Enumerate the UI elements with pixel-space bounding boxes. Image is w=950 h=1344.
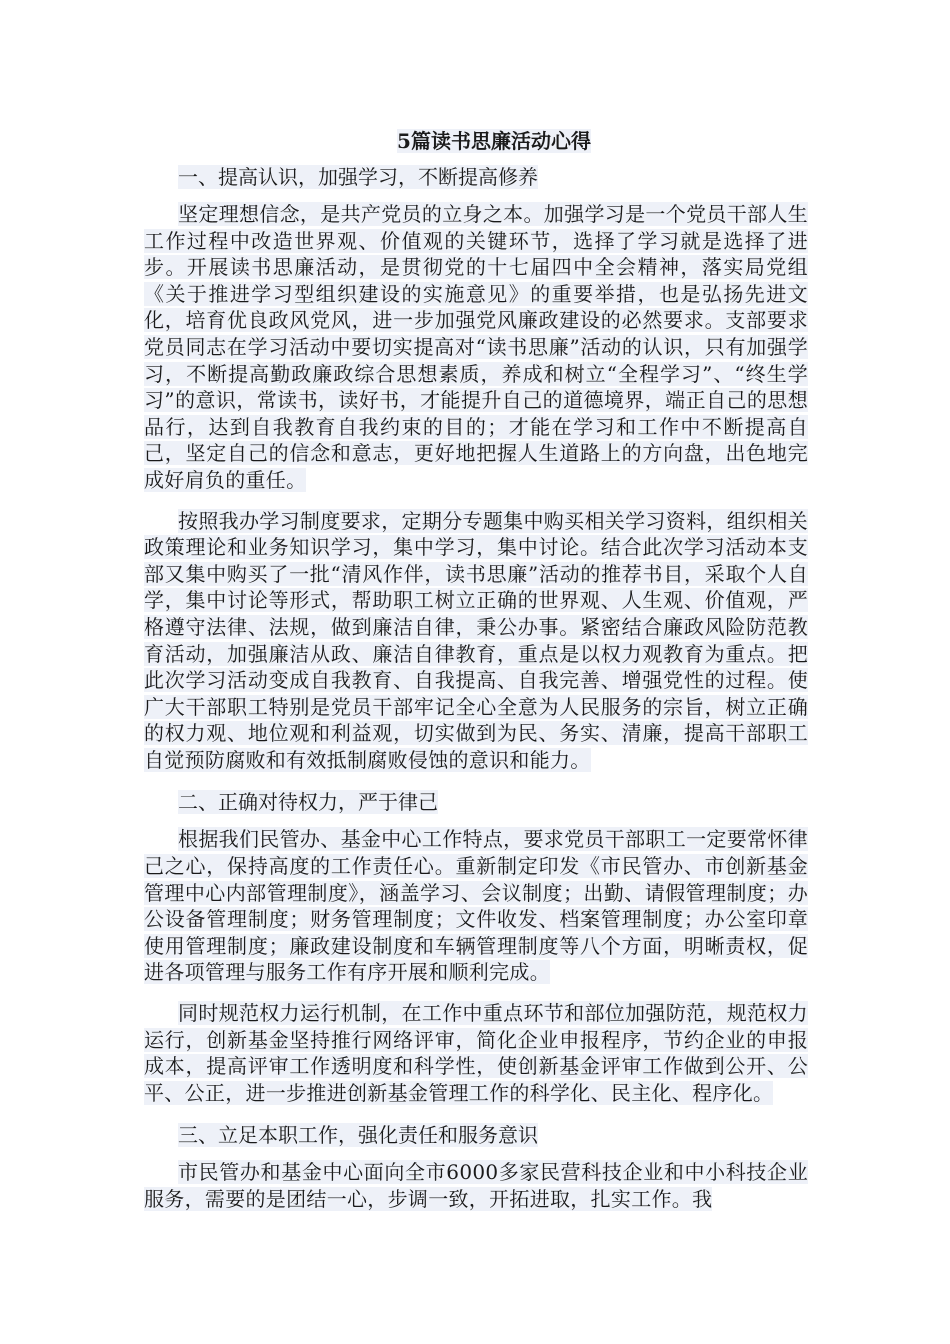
section-heading-text: 三、立足本职工作，强化责任和服务意识 xyxy=(178,1123,538,1148)
section-heading-2 xyxy=(144,787,808,818)
section-heading-1 xyxy=(144,162,808,193)
paragraph-1 xyxy=(144,201,808,494)
section-heading-text: 二、正确对待权力，严于律己 xyxy=(178,790,438,815)
paragraph-3 xyxy=(144,826,808,986)
paragraph-text: 市民管办和基金中心面向全市6000多家民营科技企业和中小科技企业服务，需要的是团结一心，步调一致，开拓进取，扎实工作。我 xyxy=(144,1160,808,1211)
document-page xyxy=(144,126,808,1227)
document-title: 5篇读书思廉活动心得 xyxy=(397,129,591,153)
paragraph-text: 坚定理想信念，是共产党员的立身之本。加强学习是一个党员干部人生工作过程中改造世界观、价值观的关键环节，选择了学习就是选择了进步。开展读书思廉活动，是贯彻党的十七届四中全会精神，落实局党组《关于推进学习型组织建设的实施意见》的重要举措，也是弘扬先进文化，培育优良政风党风，进一步加强党风廉政建设的必然要求。支部要求党员同志在学习活动中要切实提高对“读书思廉”活动的认识，只有加强学习，不断提高勤政廉政综合思想素质，养成和树立“全程学习”、“终生学习”的意识，常读书，读好书，才能提升自己的道德境界，端正自己的思想品行，达到自我教育自我约束的目的；才能在学习和工作中不断提高自己，坚定自己的信念和意志，更好地把握人生道路上的方向盘，出色地完成好肩负的重任。 xyxy=(144,202,808,492)
paragraph-2 xyxy=(144,508,808,774)
paragraph-text: 根据我们民管办、基金中心工作特点，要求党员干部职工一定要常怀律己之心，保持高度的工作责任心。重新制定印发《市民管办、市创新基金管理中心内部管理制度》，涵盖学习、会议制度；出勤、请假管理制度；办公设备管理制度；财务管理制度；文件收发、档案管理制度；办公室印章使用管理制度；廉政建设制度和车辆管理制度等八个方面，明晰责权，促进各项管理与服务工作有序开展和顺利完成。 xyxy=(144,827,808,985)
paragraph-4 xyxy=(144,1000,808,1106)
section-heading-3 xyxy=(144,1120,808,1151)
paragraph-text: 按照我办学习制度要求，定期分专题集中购买相关学习资料，组织相关政策理论和业务知识学习，集中学习，集中讨论。结合此次学习活动本支部又集中购买了一批“清风作伴，读书思廉”活动的推荐书目，采取个人自学，集中讨论等形式，帮助职工树立正确的世界观、人生观、价值观，严格遵守法律、法规，做到廉洁自律，秉公办事。紧密结合廉政风险防范教育活动，加强廉洁从政、廉洁自律教育，重点是以权力观教育为重点。把此次学习活动变成自我教育、自我提高、自我完善、增强党性的过程。使广大干部职工特别是党员干部牢记全心全意为人民服务的宗旨，树立正确的权力观、地位观和利益观，切实做到为民、务实、清廉，提高干部职工自觉预防腐败和有效抵制腐败侵蚀的意识和能力。 xyxy=(144,508,808,772)
paragraph-text: 同时规范权力运行机制，在工作中重点环节和部位加强防范，规范权力运行，创新基金坚持推行网络评审，简化企业申报程序，节约企业的申报成本，提高评审工作透明度和科学性，使创新基金评审工作做到公开、公平、公正，进一步推进创新基金管理工作的科学化、民主化、程序化。 xyxy=(144,1001,808,1105)
paragraph-5 xyxy=(144,1159,808,1212)
section-heading-text: 一、提高认识，加强学习，不断提高修养 xyxy=(178,165,538,189)
